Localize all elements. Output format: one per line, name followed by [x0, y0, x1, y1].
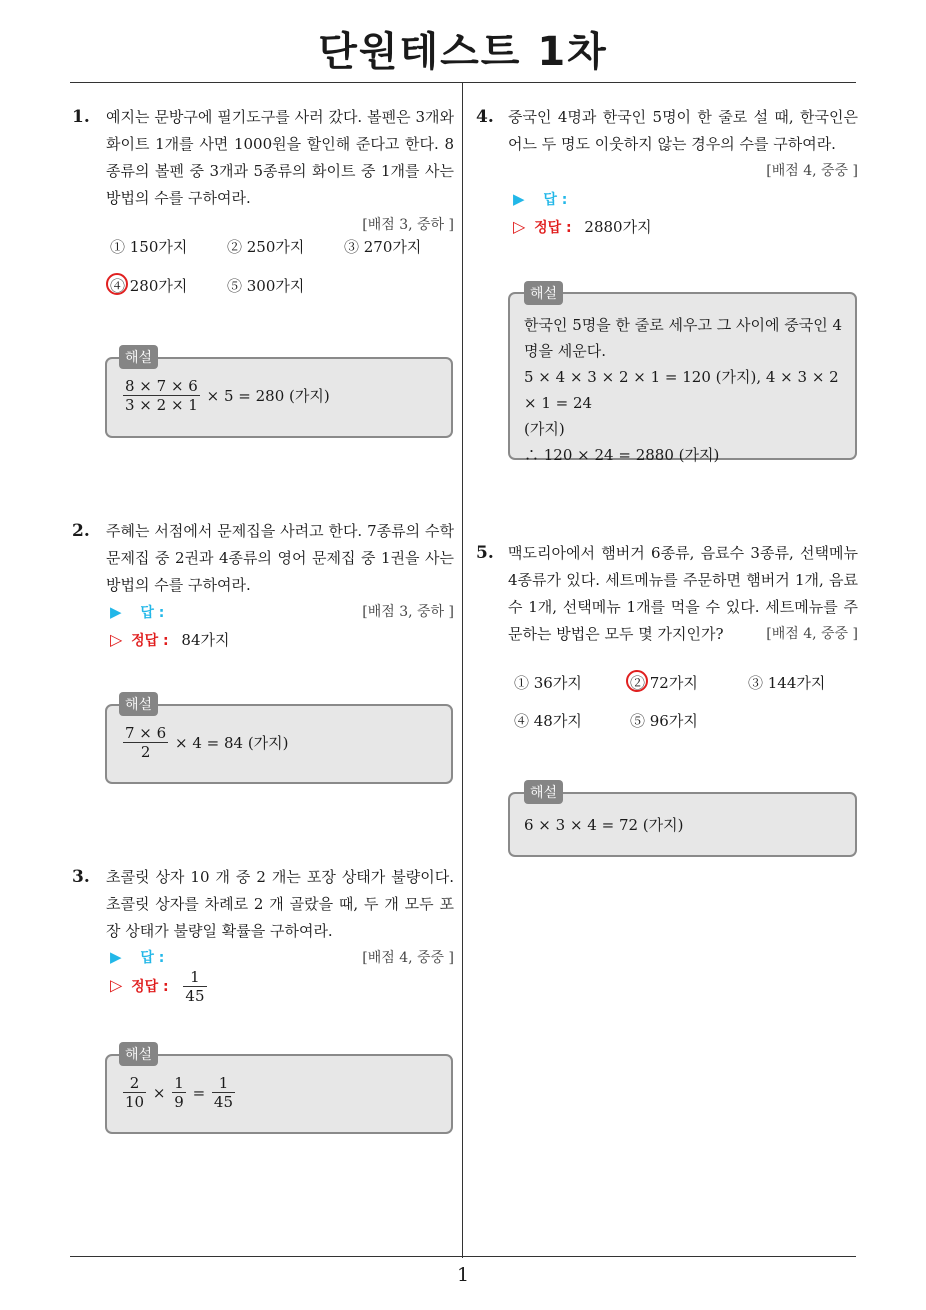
explanation-tag: 해설 — [119, 345, 158, 369]
page-number: 1 — [456, 1264, 470, 1286]
question-text: 맥도리아에서 햄버거 6종류, 음료수 3종류, 선택메뉴 4종류가 있다. 세트메뉴를 주문하면 햄버거 1개, 음료수 1개, 선택메뉴 1개를 먹을 수 있다. 세트메뉴를 주문하는 방법은 모두 몇 가지인가? — [508, 544, 858, 643]
fraction — [172, 1074, 186, 1111]
explanation-tag: 해설 — [524, 281, 563, 305]
fraction-denominator: 45 — [185, 987, 205, 1005]
question-4 — [508, 104, 858, 185]
correct-answer-row — [110, 968, 209, 1005]
fraction-denominator: 2 — [140, 743, 151, 761]
triangle-outline-icon: ▷ — [110, 975, 123, 995]
choice-5[interactable]: ⑤ 300가지 — [227, 277, 305, 295]
score-label: [배점 3, 중하 ] — [362, 217, 454, 233]
explanation-line: 한국인 5명을 한 줄로 세우고 그 사이에 중국인 4 — [524, 316, 843, 334]
answer-label: 답 : — [543, 192, 568, 208]
multiply-sign: × — [152, 1083, 166, 1102]
question-number: 2. — [72, 521, 90, 541]
selected-answer-mark — [626, 670, 648, 692]
question-text: 초콜릿 상자 10 개 중 2 개는 포장 상태가 불량이다. 초콜릿 상자를 차례로 2 개 골랐을 때, 두 개 모두 포장 상태가 불량일 확률을 구하여라. — [106, 868, 454, 940]
explanation-box — [105, 704, 453, 784]
score-label: [배점 4, 중중 ] — [766, 163, 858, 179]
explanation-text: × 5 = 280 (가지) — [206, 386, 330, 405]
answer-row — [110, 602, 164, 622]
fraction-denominator: 10 — [125, 1093, 145, 1111]
choice-5[interactable]: ⑤ 96가지 — [630, 712, 698, 730]
choice-1[interactable]: ① 150가지 — [110, 238, 188, 256]
correct-answer: 2880가지 — [584, 218, 652, 236]
correct-label: 정답 : — [131, 633, 169, 649]
fraction-numerator: 1 — [174, 1074, 184, 1092]
explanation-line: ∴ 120 × 24 = 2880 (가지) — [524, 446, 720, 464]
fraction-denominator: 9 — [174, 1093, 184, 1111]
play-icon: ▶ — [513, 190, 525, 208]
question-text: 중국인 4명과 한국인 5명이 한 줄로 설 때, 한국인은 어느 두 명도 이웃하지 않는 경우의 수를 구하여라. — [508, 108, 858, 153]
triangle-outline-icon: ▷ — [110, 630, 123, 649]
fraction-denominator: 45 — [213, 1093, 234, 1111]
question-number: 1. — [72, 107, 90, 127]
fraction-numerator: 1 — [212, 1074, 235, 1093]
choice-2[interactable]: ② 250가지 — [227, 238, 305, 256]
explanation-box — [508, 292, 857, 464]
correct-label: 정답 : — [131, 978, 169, 995]
explanation-tag: 해설 — [524, 780, 563, 804]
fraction-numerator: 8 × 7 × 6 — [125, 377, 198, 395]
page-title: 단원테스트 1차 — [318, 29, 608, 75]
play-icon: ▶ — [110, 948, 122, 966]
footer-rule — [70, 1256, 856, 1257]
explanation-text: 6 × 3 × 4 = 72 (가지) — [524, 816, 684, 834]
play-icon: ▶ — [110, 603, 122, 621]
fraction-numerator: 7 × 6 — [125, 724, 167, 742]
question-5 — [508, 540, 858, 648]
equals-sign: = — [192, 1083, 206, 1102]
header-rule — [70, 82, 856, 83]
choice-3[interactable]: ③ 270가지 — [344, 238, 422, 256]
choice-4[interactable]: ④ 48가지 — [514, 712, 582, 730]
explanation-tag: 해설 — [119, 692, 158, 716]
choice-4[interactable]: ④ 280가지 — [110, 277, 188, 295]
fraction — [123, 377, 200, 414]
column-divider — [462, 83, 463, 1258]
fraction — [212, 1074, 235, 1111]
question-text: 예지는 문방구에 필기도구를 사러 갔다. 볼펜은 3개와 화이트 1개를 사면 1000원을 할인해 준다고 한다. 8종류의 볼펜 중 3개과 5종류의 화이트 중 1개를 사는 방법의 수를 구하여라. — [106, 108, 454, 207]
choice-3[interactable]: ③ 144가지 — [748, 674, 826, 692]
correct-answer-row — [513, 216, 652, 237]
question-number: 5. — [476, 543, 494, 563]
explanation-text: × 4 = 84 (가지) — [174, 733, 289, 752]
explanation-line: 5 × 4 × 3 × 2 × 1 = 120 (가지), 4 × 3 × 2 × 1 = 24 — [524, 368, 839, 412]
score-label: [배점 4, 중중 ] — [362, 950, 454, 966]
fraction-numerator: 1 — [183, 968, 206, 987]
triangle-outline-icon: ▷ — [513, 217, 526, 236]
question-text: 주혜는 서점에서 문제집을 사려고 한다. 7종류의 수학 문제집 중 2권과 4종류의 영어 문제집 중 1권을 사는 방법의 수를 구하여라. — [106, 522, 454, 594]
fraction — [123, 724, 168, 761]
score-label: [배점 4, 중중 ] — [766, 626, 858, 642]
explanation-tag: 해설 — [119, 1042, 158, 1066]
correct-answer-row — [110, 629, 229, 650]
question-number: 3. — [72, 867, 90, 887]
correct-answer: 84가지 — [181, 631, 230, 649]
explanation-box — [105, 1054, 453, 1134]
question-number: 4. — [476, 107, 494, 127]
explanation-box — [105, 357, 453, 438]
selected-answer-mark — [106, 273, 128, 295]
fraction-numerator: 2 — [123, 1074, 146, 1093]
choice-2[interactable]: ② 72가지 — [630, 674, 698, 692]
answer-row — [513, 189, 567, 209]
correct-label: 정답 : — [534, 220, 572, 236]
correct-answer — [183, 968, 206, 1005]
explanation-line: 명을 세운다. — [524, 342, 606, 360]
answer-row — [110, 947, 164, 967]
fraction-denominator: 3 × 2 × 1 — [125, 396, 198, 414]
explanation-line: (가지) — [524, 420, 565, 438]
question-1 — [106, 104, 454, 239]
fraction — [123, 1074, 146, 1111]
answer-label: 답 : — [140, 605, 165, 621]
score-label: [배점 3, 중하 ] — [362, 604, 454, 620]
answer-label: 답 : — [140, 950, 165, 966]
choice-1[interactable]: ① 36가지 — [514, 674, 582, 692]
